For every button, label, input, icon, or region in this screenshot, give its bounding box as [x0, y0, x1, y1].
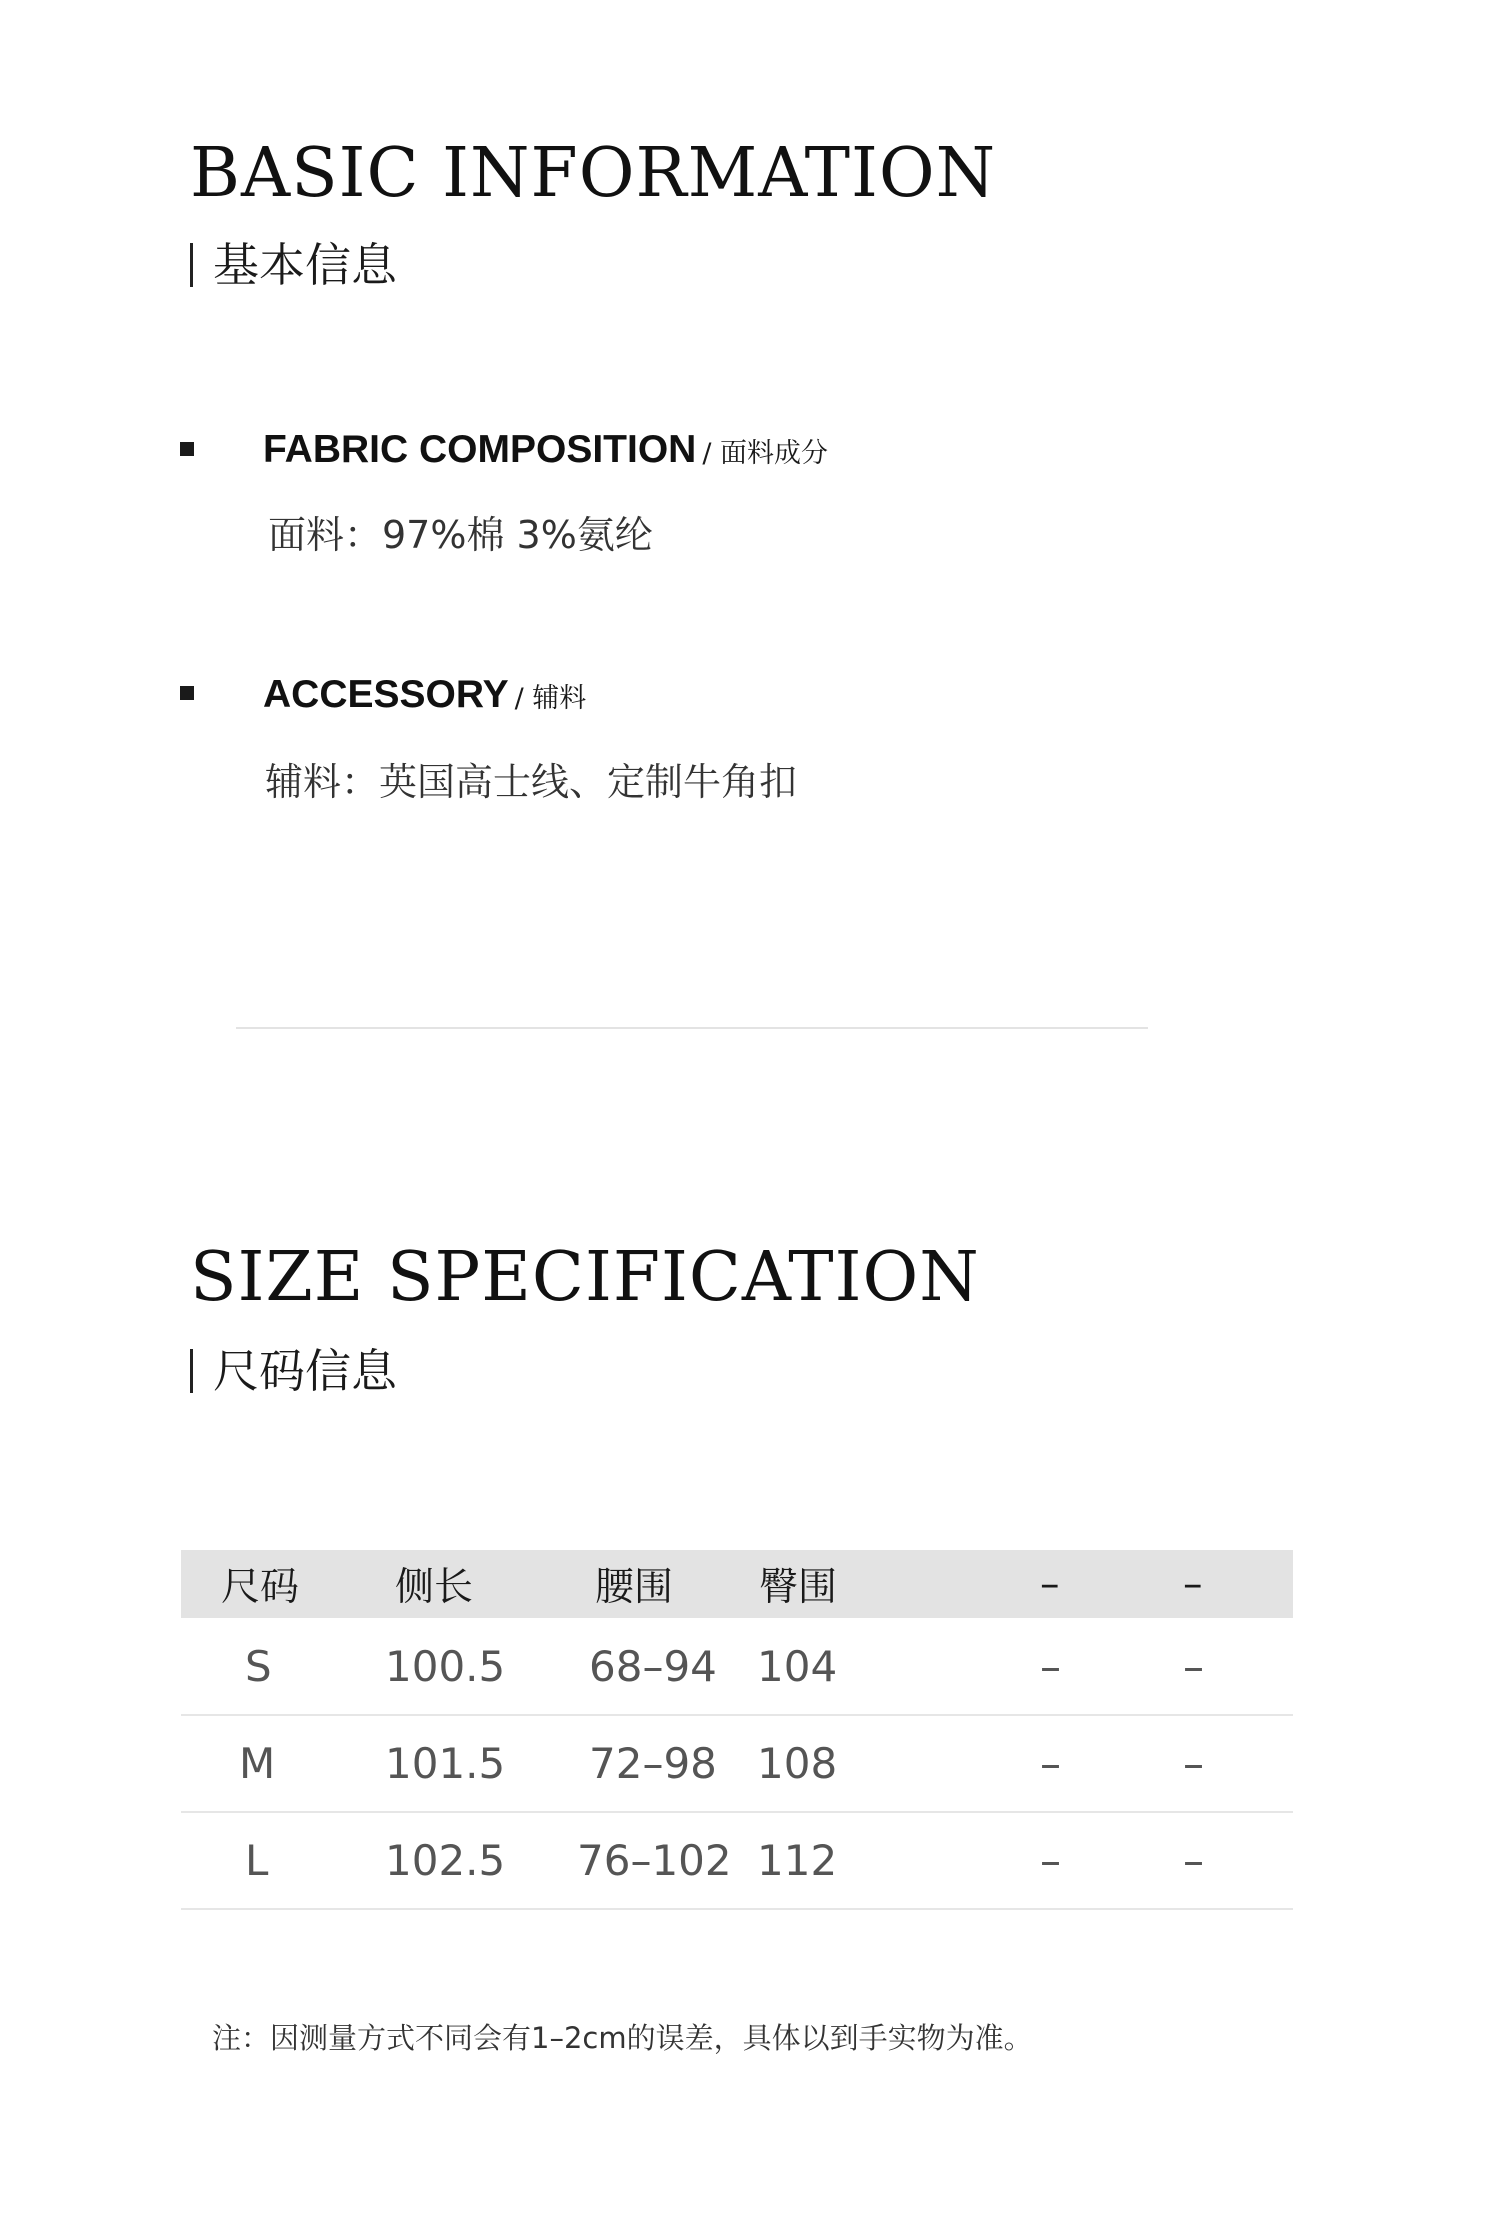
table-cell-empty-1: – [898, 1715, 1113, 1812]
size-spec-subtitle-text: 尺码信息 [213, 1344, 397, 1398]
table-cell-size: M [181, 1715, 335, 1812]
table-cell-empty-2: – [1113, 1812, 1293, 1909]
basic-info-subtitle-text: 基本信息 [213, 238, 397, 292]
title-bar-divider [190, 243, 193, 287]
basic-info-subtitle [190, 238, 397, 292]
table-cell-waist: 72–98 [521, 1715, 739, 1812]
column-header-empty-2: – [1183, 1561, 1203, 1607]
size-table [181, 1550, 1293, 1910]
table-row [181, 1618, 1293, 1715]
title-bar-divider [190, 1349, 193, 1393]
table-cell-waist: 68–94 [521, 1618, 739, 1715]
accessory-heading [263, 675, 586, 714]
table-cell-hip: 108 [739, 1715, 898, 1812]
size-spec-subtitle [190, 1344, 397, 1398]
table-row [181, 1812, 1293, 1909]
table-cell-empty-2: – [1113, 1618, 1293, 1715]
size-table-header-row [181, 1550, 1293, 1618]
table-cell-empty-1: – [898, 1812, 1113, 1909]
bullet-icon [180, 442, 194, 456]
fabric-composition-label-cn: / 面料成分 [702, 438, 829, 469]
table-cell-side-length: 101.5 [335, 1715, 521, 1812]
size-spec-title: SIZE SPECIFICATION [190, 1238, 980, 1317]
table-cell-hip: 112 [739, 1812, 898, 1909]
column-header-size: 尺码 [221, 1565, 300, 1610]
fabric-composition-label-en: FABRIC COMPOSITION [263, 428, 697, 471]
fabric-composition-heading [263, 430, 828, 469]
accessory-value: 辅料：英国高士线、定制牛角扣 [265, 760, 798, 804]
column-header-empty-1: – [1040, 1561, 1060, 1607]
table-cell-side-length: 102.5 [335, 1812, 521, 1909]
table-cell-waist: 76–102 [521, 1812, 739, 1909]
column-header-side-length: 侧长 [395, 1565, 474, 1610]
table-cell-empty-2: – [1113, 1715, 1293, 1812]
table-row [181, 1715, 1293, 1812]
table-cell-size: L [181, 1812, 335, 1909]
fabric-composition-value: 面料：97%棉 3%氨纶 [268, 513, 653, 557]
table-cell-side-length: 100.5 [335, 1618, 521, 1715]
table-cell-hip: 104 [739, 1618, 898, 1715]
column-header-hip: 臀围 [759, 1565, 838, 1610]
accessory-label-cn: / 辅料 [514, 683, 587, 714]
section-divider [236, 1027, 1148, 1029]
table-cell-empty-1: – [898, 1618, 1113, 1715]
measurement-note: 注：因测量方式不同会有1–2cm的误差，具体以到手实物为准。 [212, 2021, 1033, 2055]
basic-info-title: BASIC INFORMATION [190, 134, 997, 213]
accessory-label-en: ACCESSORY [263, 673, 509, 716]
table-cell-size: S [181, 1618, 335, 1715]
column-header-waist: 腰围 [595, 1565, 674, 1610]
bullet-icon [180, 686, 194, 700]
